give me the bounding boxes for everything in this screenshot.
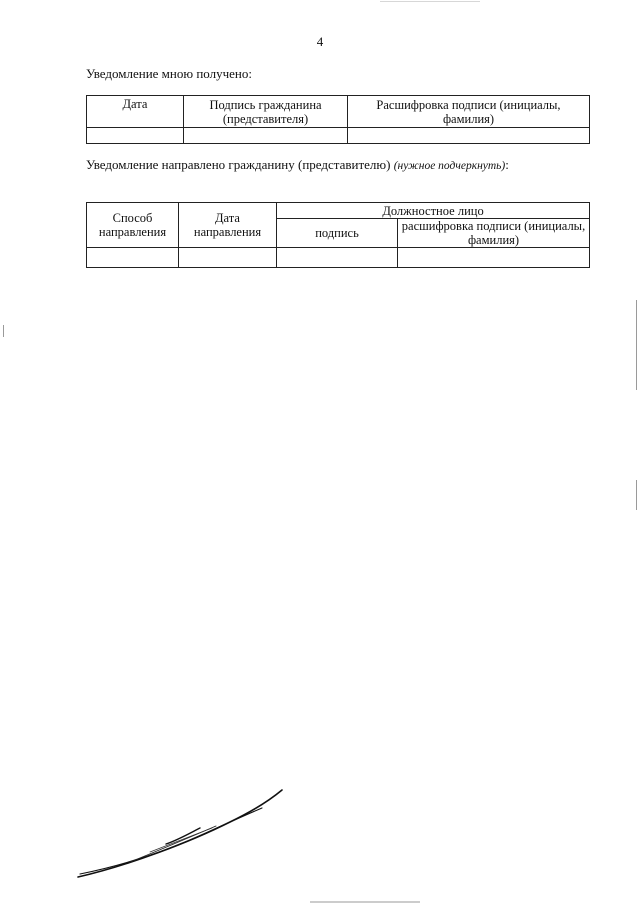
header-send-date-label: Дата направления [193,211,262,239]
table-row [87,128,590,144]
header-official-signature [277,219,398,248]
sent-caption-note: (нужное подчеркнуть) [393,160,506,172]
sent-table [86,202,590,268]
received-signature-cell[interactable] [184,128,348,144]
sent-transcript-cell[interactable] [398,248,590,268]
sent-signature-cell[interactable] [277,248,398,268]
header-signature-transcript [348,96,590,128]
header-send-date [179,203,277,248]
header-official-transcript-label: расшифровка подписи (инициалы, фамилия) [401,219,586,247]
received-date-cell[interactable] [87,128,184,144]
header-official-transcript [398,219,590,248]
page-number: 4 [316,34,324,49]
sent-method-cell[interactable] [87,248,179,268]
sent-caption-text: Уведомление направлено гражданину (представителю) [86,157,391,172]
scan-artifact [380,1,480,2]
received-transcript-cell[interactable] [348,128,590,144]
header-citizen-signature-label: Подпись гражданина (представителя) [209,97,322,126]
sent-table-header-row [87,203,590,219]
table-row [87,248,590,268]
scan-artifact [310,901,420,903]
handwritten-signature [70,780,300,890]
received-table [86,95,590,144]
sent-date-cell[interactable] [179,248,277,268]
header-official-signature-label: подпись [315,226,359,240]
header-method [87,203,179,248]
header-method-label: Способ направления [98,211,167,239]
scan-artifact [636,300,637,390]
header-date-label: Дата [122,97,148,111]
header-date [87,96,184,128]
header-official-group [277,203,590,219]
received-table-header-row [87,96,590,128]
scan-artifact [3,325,4,337]
header-signature-transcript-label: Расшифровка подписи (инициалы, фамилия) [376,97,561,126]
header-citizen-signature [184,96,348,128]
scan-artifact [636,480,637,510]
sent-caption [86,157,509,173]
received-caption: Уведомление мною получено: [86,66,252,81]
header-official-group-label: Должностное лицо [382,203,484,218]
sent-caption-suffix: : [505,157,509,172]
